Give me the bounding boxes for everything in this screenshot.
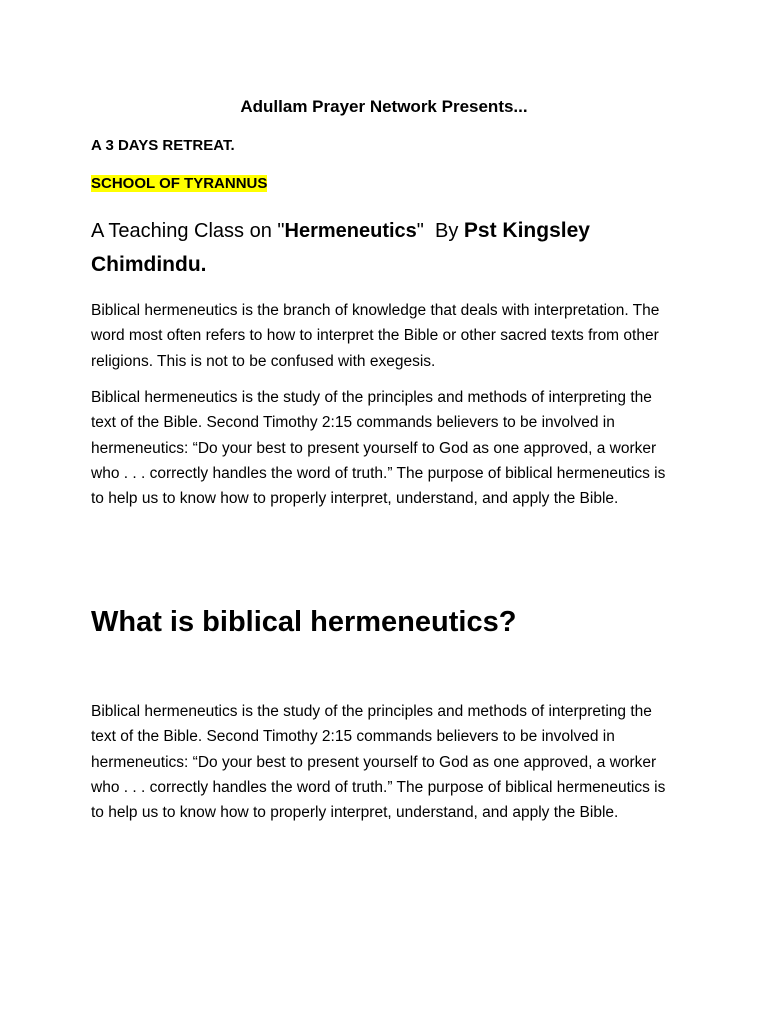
teaching-subject: Hermeneutics — [284, 220, 417, 242]
speaker-name-line2: Chimdindu. — [91, 253, 207, 276]
speaker-name-line1: Pst Kingsley — [463, 219, 590, 242]
teaching-class-line — [91, 214, 681, 282]
teaching-prefix: A Teaching Class on " — [91, 220, 285, 242]
teaching-middle: " By — [416, 220, 464, 242]
highlighted-heading — [91, 174, 681, 194]
section-heading: What is biblical hermeneutics? — [91, 606, 517, 638]
highlighted-text: SCHOOL OF TYRANNUS — [91, 175, 268, 192]
document-title: Adullam Prayer Network Presents... — [240, 97, 528, 116]
paragraph-definition: Biblical hermeneutics is the branch of knowledge that deals with interpretation. The word most often refers to how to interpret the Bible or other sacred texts from other religions. This is not to be confused with exegesis. — [91, 302, 660, 370]
document-subtitle: A 3 DAYS RETREAT. — [91, 137, 235, 154]
paragraph-closing: Biblical hermeneutics is the study of the principles and methods of interpreting the text of the Bible. Second Timothy 2:15 commands believers to be involved in hermeneutics: “Do your best to present yourself to God as one approved, a worker who . . . correctly handles the word of truth.” The purpose of biblical hermeneutics is to help us to know how to properly interpret, understand, and apply the Bible. — [91, 703, 666, 822]
paragraph-study: Biblical hermeneutics is the study of the principles and methods of interpreting the text of the Bible. Second Timothy 2:15 commands believers to be involved in hermeneutics: “Do your best to present yourself to God as one approved, a worker who . . . correctly handles the word of truth.” The purpose of biblical hermeneutics is to help us to know how to properly interpret, understand, and apply the Bible. — [91, 389, 666, 508]
